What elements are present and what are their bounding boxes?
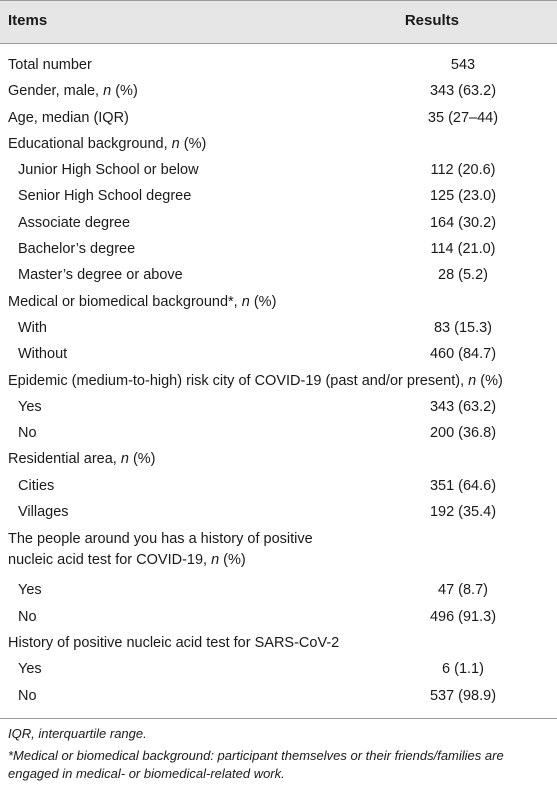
row-label-italic: n: [241, 293, 250, 310]
row-label-italic: n: [171, 135, 180, 152]
row-value: 6 (1.1): [442, 661, 484, 678]
table-row: [0, 290, 557, 316]
row-label: [18, 582, 42, 598]
row-label-italic: n: [211, 552, 220, 569]
table-row: [0, 369, 557, 395]
row-label: [18, 478, 54, 494]
table-header: [0, 0, 557, 44]
row-label-text: Medical or biomedical background*,: [8, 293, 242, 310]
row-label: [8, 529, 313, 571]
table-body: [0, 53, 557, 719]
row-label-text: (%): [111, 83, 138, 100]
row-label-text: nucleic acid test for COVID-19,: [8, 552, 212, 569]
table-row: [0, 132, 557, 158]
row-label: [18, 241, 135, 257]
row-label-text: Master’s degree or above: [18, 267, 183, 284]
row-label-text: Age, median (IQR): [8, 109, 129, 126]
row-label: [18, 188, 191, 204]
row-value: 351 (64.6): [429, 477, 497, 494]
row-value: 343 (63.2): [429, 83, 497, 100]
row-label-text: Senior High School degree: [18, 188, 192, 205]
row-label-text: Residential area,: [8, 451, 121, 468]
row-value: 47 (8.7): [438, 582, 488, 599]
row-label-text: Junior High School or below: [18, 162, 199, 179]
table-row: [0, 237, 557, 263]
footnote-medical: *Medical or biomedical background: participant themselves or their friends/families are engaged in medical- or biomedical-related work.: [8, 747, 504, 781]
row-label: [18, 399, 42, 415]
row-label-text: Epidemic (medium-to-high) risk city of COVID-19 (past and/or present),: [8, 372, 469, 389]
row-label-text: Educational background,: [8, 135, 172, 152]
row-label-text: Cities: [18, 477, 55, 494]
row-label-text: Yes: [18, 582, 42, 599]
row-label-italic: n: [468, 372, 477, 389]
table-row: [0, 79, 557, 105]
table-row: [0, 395, 557, 421]
row-value: 35 (27–44): [427, 109, 499, 126]
table-row: [0, 263, 557, 289]
row-value: 28 (5.2): [438, 267, 488, 284]
table-row: [0, 158, 557, 184]
row-label-text: Gender, male,: [8, 83, 104, 100]
row-value: 343 (63.2): [429, 398, 497, 415]
row-label: [18, 661, 42, 677]
table-row: [0, 447, 557, 473]
row-label-text: (%): [249, 293, 277, 310]
row-label-italic: n: [120, 451, 129, 468]
row-label-text: No: [18, 425, 37, 442]
row-label-text: (%): [179, 135, 207, 152]
row-label-text: History of positive nucleic acid test for SARS-CoV-2: [8, 634, 340, 651]
row-value: 537 (98.9): [429, 687, 497, 704]
table-row: [0, 474, 557, 500]
row-label: [18, 162, 199, 178]
row-label-text: (%): [128, 451, 156, 468]
row-label-text: With: [18, 319, 47, 336]
row-value: 200 (36.8): [429, 425, 497, 442]
row-label: [8, 451, 156, 467]
row-label-text: Bachelor’s degree: [18, 241, 136, 258]
row-label: [18, 346, 67, 362]
header-items: Items: [8, 12, 48, 29]
table-row: [0, 578, 557, 604]
row-value: 125 (23.0): [429, 188, 497, 205]
table-row: [0, 631, 557, 657]
row-label-text: (%): [476, 372, 503, 389]
table-row: [0, 657, 557, 683]
row-label-text: Villages: [18, 504, 69, 521]
row-value: 192 (35.4): [429, 504, 497, 521]
table-row: [0, 421, 557, 447]
table-row: [0, 684, 557, 719]
table-row: [0, 342, 557, 368]
row-label-text: Yes: [18, 398, 42, 415]
row-value: 543: [450, 57, 476, 73]
row-value: 83 (15.3): [433, 319, 493, 336]
row-label-text: Associate degree: [18, 214, 131, 231]
row-value: 164 (30.2): [429, 214, 497, 231]
row-label: [8, 294, 276, 310]
row-value: 112 (20.6): [430, 162, 496, 179]
footnotes: [0, 719, 557, 783]
row-label-text: (%): [219, 552, 246, 569]
row-label: [8, 110, 129, 126]
row-label: [18, 320, 47, 336]
row-label: [8, 373, 503, 389]
row-value: 496 (91.3): [429, 608, 497, 625]
footnote-iqr: IQR, interquartile range.: [8, 725, 147, 741]
row-label: [18, 267, 183, 283]
row-label-text: Without: [18, 346, 68, 363]
row-label-text: Yes: [18, 661, 42, 678]
row-label: [8, 136, 206, 152]
row-label-text: No: [18, 608, 37, 625]
row-value: 114 (21.0): [430, 241, 496, 258]
row-label: [18, 215, 130, 231]
table-row: [0, 500, 557, 526]
row-label-text: The people around you has a history of positive: [8, 531, 313, 548]
row-value: 460 (84.7): [429, 346, 497, 363]
table-row: [0, 53, 557, 79]
table-row: [0, 106, 557, 132]
row-label: [8, 57, 92, 73]
row-label: [18, 425, 37, 441]
row-label: [18, 688, 37, 704]
table-row: [0, 316, 557, 342]
table-row: [0, 526, 557, 578]
row-label-italic: n: [103, 83, 112, 100]
table-row: [0, 211, 557, 237]
row-label-text: Total number: [8, 57, 92, 73]
row-label: [18, 609, 37, 625]
row-label: [8, 635, 339, 651]
table-row: [0, 605, 557, 631]
row-label: [8, 83, 138, 99]
row-label-text: No: [18, 687, 37, 704]
table-row: [0, 184, 557, 210]
header-results: Results: [404, 12, 459, 29]
row-label: [18, 504, 69, 520]
